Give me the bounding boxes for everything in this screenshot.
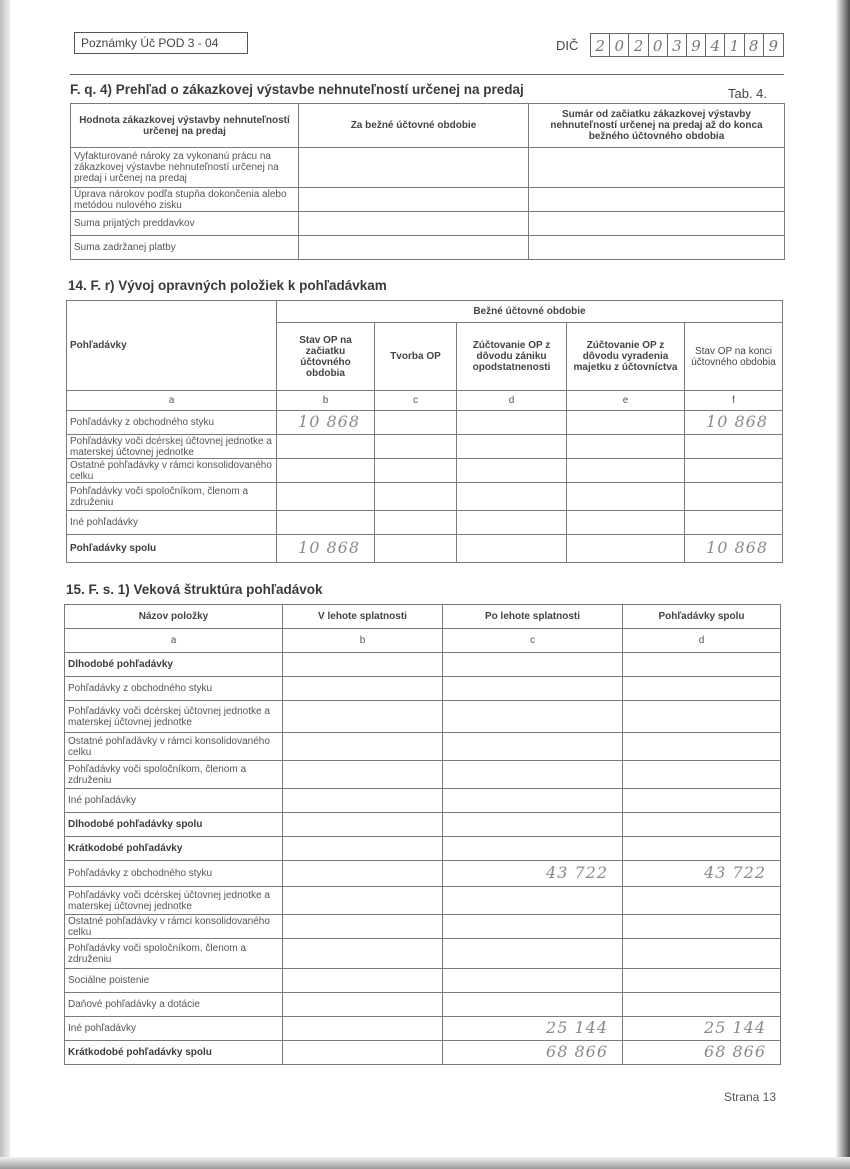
col-letter: f [685,391,783,411]
dic-digit: 1 [725,34,744,56]
row-label: Pohľadávky z obchodného styku [65,861,283,887]
table-number: Tab. 4. [728,86,768,101]
table-row [65,701,781,733]
dic-digit: 0 [610,34,629,56]
table-row [65,789,781,813]
dic-label: DIČ [556,38,579,53]
row-label: Ostatné pohľadávky v rámci konsolidovaného celku [65,915,283,939]
handwritten-value: 10 868 [298,537,360,557]
col-group-header: Bežné účtovné obdobie [277,301,783,323]
table-row [67,535,783,563]
col-header: Pohľadávky [67,301,277,391]
col-header: Zúčtovanie OP z dôvodu zániku opodstatnenosti [457,323,567,391]
handwritten-value: 68 866 [704,1041,766,1061]
row-label: Pohľadávky voči spoločníkom, členom a združeniu [65,939,283,969]
page-edge-right [836,0,850,1169]
table-row [65,677,781,701]
table-row [71,188,785,212]
page-number: Strana 13 [723,1090,776,1104]
handwritten-value: 68 866 [546,1041,608,1061]
section-title-construction: F. q. 4) Prehľad o zákazkovej výstavbe nehnuteľností určenej na predaj [70,82,524,97]
dic-digit: 9 [687,34,706,56]
table-row [65,861,781,887]
col-header: Názov položky [65,605,283,629]
col-header: Stav OP na konci účtovného obdobia [685,323,783,391]
col-header: Po lehote splatnosti [443,605,623,629]
dic-digit: 3 [668,34,687,56]
row-label: Pohľadávky voči spoločníkom, členom a združeniu [65,761,283,789]
col-header: V lehote splatnosti [283,605,443,629]
col-letter: d [623,629,781,653]
col-letter: a [67,391,277,411]
page-edge-left [0,0,10,1169]
dic-digit: 2 [629,34,648,56]
table-row [65,761,781,789]
row-label: Úprava nárokov podľa stupňa dokončenia alebo metódou nulového zisku [71,188,299,212]
table-row [65,969,781,993]
col-header: Hodnota zákazkovej výstavby nehnuteľností určenej na predaj [71,104,299,148]
col-header: Stav OP na začiatku účtovného obdobia [277,323,375,391]
table-row [67,483,783,511]
table-row [67,511,783,535]
col-letter: e [567,391,685,411]
row-label: Pohľadávky voči dcérskej účtovnej jednotke a materskej účtovnej jednotke [65,701,283,733]
col-header: Tvorba OP [375,323,457,391]
row-label: Dlhodobé pohľadávky spolu [65,813,283,837]
col-header: Sumár od začiatku zákazkovej výstavby nehnuteľností určenej na predaj až do konca bežného účtovného obdobia [529,104,785,148]
dic-digit: 9 [768,37,779,55]
handwritten-value: 43 722 [546,862,608,882]
row-label: Iné pohľadávky [67,511,277,535]
dic-digit: 0 [649,34,668,56]
section-title-aging: 15. F. s. 1) Veková štruktúra pohľadávok [66,582,323,597]
handwritten-value: 43 722 [704,862,766,882]
col-letter: d [457,391,567,411]
header-divider [70,74,784,75]
row-label: Pohľadávky voči dcérskej účtovnej jednotke a materskej účtovnej jednotke [65,887,283,915]
row-label: Ostatné pohľadávky v rámci konsolidovaného celku [65,733,283,761]
handwritten-value: 10 868 [706,537,769,557]
row-label: Dlhodobé pohľadávky [65,653,283,677]
table-row [67,435,783,459]
row-label: Vyfakturované nároky za vykonanú prácu na zákazkovej výstavbe nehnuteľností určenej na predaj i určenej na predaj [71,148,299,188]
table-row [65,887,781,915]
col-letter: b [277,391,375,411]
table-row [65,837,781,861]
row-label: Krátkodobé pohľadávky [65,837,283,861]
dic-digit: 8 [745,34,764,56]
row-label: Pohľadávky voči dcérskej účtovnej jednotke a materskej účtovnej jednotke [67,435,277,459]
table-row [65,1041,781,1065]
row-label: Pohľadávky z obchodného styku [65,677,283,701]
col-letter: c [443,629,623,653]
col-letter: b [283,629,443,653]
table-row [65,915,781,939]
table-row [65,1017,781,1041]
row-label: Sociálne poistenie [65,969,283,993]
row-label: Suma zadržanej platby [71,236,299,260]
section-title-allowances: 14. F. r) Vývoj opravných položiek k pohľadávkam [68,278,387,293]
row-label: Daňové pohľadávky a dotácie [65,993,283,1017]
handwritten-value: 10 868 [298,411,360,431]
col-letter: c [375,391,457,411]
row-label: Iné pohľadávky [65,1017,283,1041]
row-label: Pohľadávky spolu [67,535,277,563]
row-label: Iné pohľadávky [65,789,283,813]
col-header: Pohľadávky spolu [623,605,781,629]
aging-table [64,604,781,1065]
table-row [67,411,783,435]
table-row [67,459,783,483]
table-row [71,236,785,260]
row-label: Pohľadávky voči spoločníkom, členom a združeniu [67,483,277,511]
table-row [65,813,781,837]
col-header: Za bežné účtovné obdobie [299,104,529,148]
row-label: Krátkodobé pohľadávky spolu [65,1041,283,1065]
table-row [65,939,781,969]
form-id-box: Poznámky Úč POD 3 - 04 [74,32,248,54]
dic-digit: 4 [706,34,725,56]
dic-digit: 2 [591,34,610,56]
handwritten-value: 10 868 [706,411,769,431]
handwritten-value: 25 144 [546,1017,608,1037]
handwritten-value: 25 144 [704,1017,766,1037]
row-label: Suma prijatých preddavkov [71,212,299,236]
page-edge-bottom [0,1157,850,1169]
table-row [71,148,785,188]
table-row [65,733,781,761]
construction-table [70,103,785,260]
allowances-table [66,300,783,563]
table-row [65,653,781,677]
row-label: Ostatné pohľadávky v rámci konsolidovaného celku [67,459,277,483]
col-header: Zúčtovanie OP z dôvodu vyradenia majetku z účtovníctva [567,323,685,391]
col-letter: a [65,629,283,653]
table-row [71,212,785,236]
table-row [65,993,781,1017]
row-label: Pohľadávky z obchodného styku [67,411,277,435]
dic-boxes [590,33,784,57]
